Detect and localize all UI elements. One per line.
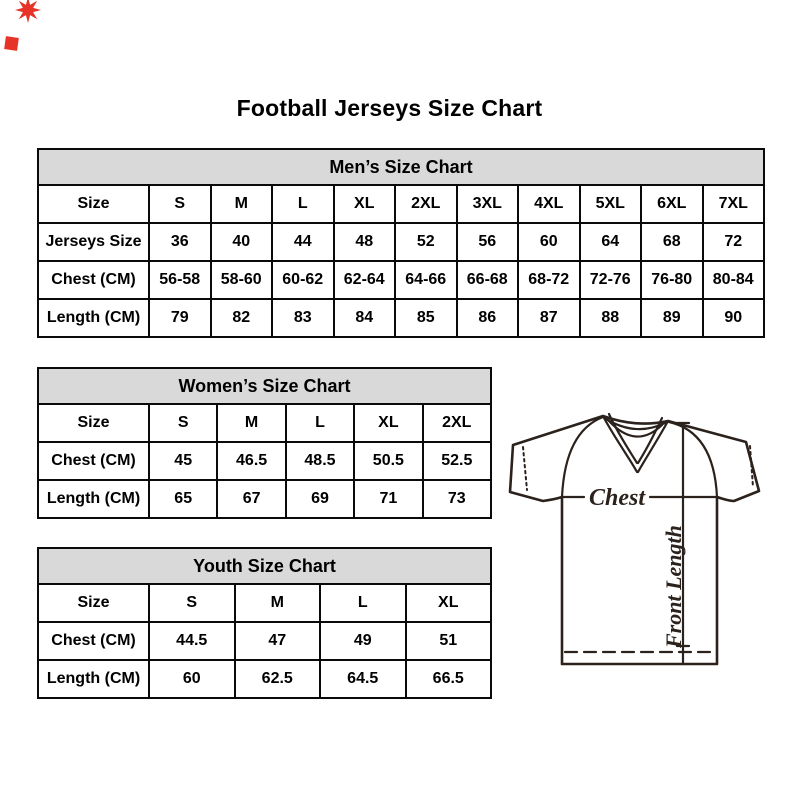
- row-label: Chest (CM): [38, 261, 149, 299]
- corner-decorations: [0, 0, 60, 58]
- row-label: Length (CM): [38, 660, 149, 698]
- table-row: [38, 442, 491, 480]
- size-value-cell: 60-62: [272, 261, 334, 299]
- size-value-cell: XL: [354, 404, 422, 442]
- decorative-square-icon: [4, 36, 19, 51]
- size-value-cell: 6XL: [641, 185, 703, 223]
- size-value-cell: 5XL: [580, 185, 642, 223]
- size-value-cell: 62-64: [334, 261, 396, 299]
- size-value-cell: 64.5: [320, 660, 406, 698]
- size-value-cell: 2XL: [395, 185, 457, 223]
- size-value-cell: 73: [423, 480, 491, 518]
- row-label: Length (CM): [38, 480, 149, 518]
- size-value-cell: 64-66: [395, 261, 457, 299]
- size-value-cell: 44.5: [149, 622, 235, 660]
- table-row: [38, 660, 491, 698]
- size-value-cell: 67: [217, 480, 285, 518]
- row-label: Size: [38, 584, 149, 622]
- size-value-cell: 66-68: [457, 261, 519, 299]
- table-row: [38, 622, 491, 660]
- table-title: Men’s Size Chart: [38, 149, 764, 185]
- size-value-cell: 68: [641, 223, 703, 261]
- size-value-cell: 71: [354, 480, 422, 518]
- table-row: [38, 299, 764, 337]
- size-value-cell: 56: [457, 223, 519, 261]
- size-value-cell: 90: [703, 299, 765, 337]
- front-length-label: Front Length: [661, 525, 686, 648]
- size-value-cell: 72: [703, 223, 765, 261]
- size-value-cell: M: [235, 584, 321, 622]
- size-value-cell: S: [149, 584, 235, 622]
- jersey-measurement-diagram: [503, 401, 778, 693]
- size-value-cell: 47: [235, 622, 321, 660]
- table-row: [38, 480, 491, 518]
- sleeve-stitch-lines: [523, 446, 753, 490]
- row-label: Size: [38, 185, 149, 223]
- page-title: Football Jerseys Size Chart: [236, 95, 543, 121]
- table-title: Women’s Size Chart: [38, 368, 491, 404]
- size-value-cell: S: [149, 404, 217, 442]
- size-value-cell: 80-84: [703, 261, 765, 299]
- table-row: [38, 261, 764, 299]
- size-value-cell: 87: [518, 299, 580, 337]
- size-value-cell: 66.5: [406, 660, 492, 698]
- chest-label: Chest: [588, 485, 646, 511]
- size-value-cell: 83: [272, 299, 334, 337]
- table-title-row: [38, 548, 491, 584]
- size-value-cell: 36: [149, 223, 211, 261]
- size-value-cell: 88: [580, 299, 642, 337]
- size-value-cell: 76-80: [641, 261, 703, 299]
- size-value-cell: 40: [211, 223, 273, 261]
- size-value-cell: 45: [149, 442, 217, 480]
- size-value-cell: 84: [334, 299, 396, 337]
- size-value-cell: 68-72: [518, 261, 580, 299]
- size-value-cell: 51: [406, 622, 492, 660]
- size-value-cell: 48: [334, 223, 396, 261]
- youth-size-table: [37, 547, 492, 699]
- left-sleeve-stitch-line: [523, 447, 527, 490]
- table-row: [38, 223, 764, 261]
- size-value-cell: 46.5: [217, 442, 285, 480]
- size-value-cell: 44: [272, 223, 334, 261]
- size-value-cell: 7XL: [703, 185, 765, 223]
- table-title-row: [38, 368, 491, 404]
- size-value-cell: 62.5: [235, 660, 321, 698]
- womens-size-table: [37, 367, 492, 519]
- size-value-cell: M: [217, 404, 285, 442]
- row-label: Chest (CM): [38, 442, 149, 480]
- size-value-cell: 2XL: [423, 404, 491, 442]
- size-value-cell: 64: [580, 223, 642, 261]
- size-value-cell: 72-76: [580, 261, 642, 299]
- size-value-cell: 60: [149, 660, 235, 698]
- size-value-cell: XL: [334, 185, 396, 223]
- size-value-cell: 50.5: [354, 442, 422, 480]
- size-value-cell: 60: [518, 223, 580, 261]
- table-row: [38, 404, 491, 442]
- decorative-star-icon: [15, 0, 41, 23]
- size-value-cell: 52.5: [423, 442, 491, 480]
- size-value-cell: 3XL: [457, 185, 519, 223]
- size-value-cell: 4XL: [518, 185, 580, 223]
- size-value-cell: 65: [149, 480, 217, 518]
- size-value-cell: 58-60: [211, 261, 273, 299]
- size-value-cell: M: [211, 185, 273, 223]
- table-row: [38, 185, 764, 223]
- size-value-cell: 79: [149, 299, 211, 337]
- size-value-cell: 52: [395, 223, 457, 261]
- size-value-cell: 48.5: [286, 442, 354, 480]
- jersey-outline: [510, 416, 759, 664]
- size-value-cell: 49: [320, 622, 406, 660]
- size-value-cell: 85: [395, 299, 457, 337]
- size-value-cell: L: [272, 185, 334, 223]
- size-value-cell: XL: [406, 584, 492, 622]
- row-label: Size: [38, 404, 149, 442]
- size-value-cell: L: [320, 584, 406, 622]
- size-value-cell: 56-58: [149, 261, 211, 299]
- size-value-cell: S: [149, 185, 211, 223]
- mens-size-table: [37, 148, 765, 338]
- size-value-cell: 69: [286, 480, 354, 518]
- row-label: Chest (CM): [38, 622, 149, 660]
- size-value-cell: L: [286, 404, 354, 442]
- size-value-cell: 82: [211, 299, 273, 337]
- size-value-cell: 86: [457, 299, 519, 337]
- row-label: Length (CM): [38, 299, 149, 337]
- size-value-cell: 89: [641, 299, 703, 337]
- table-title-row: [38, 149, 764, 185]
- table-row: [38, 584, 491, 622]
- table-title: Youth Size Chart: [38, 548, 491, 584]
- row-label: Jerseys Size: [38, 223, 149, 261]
